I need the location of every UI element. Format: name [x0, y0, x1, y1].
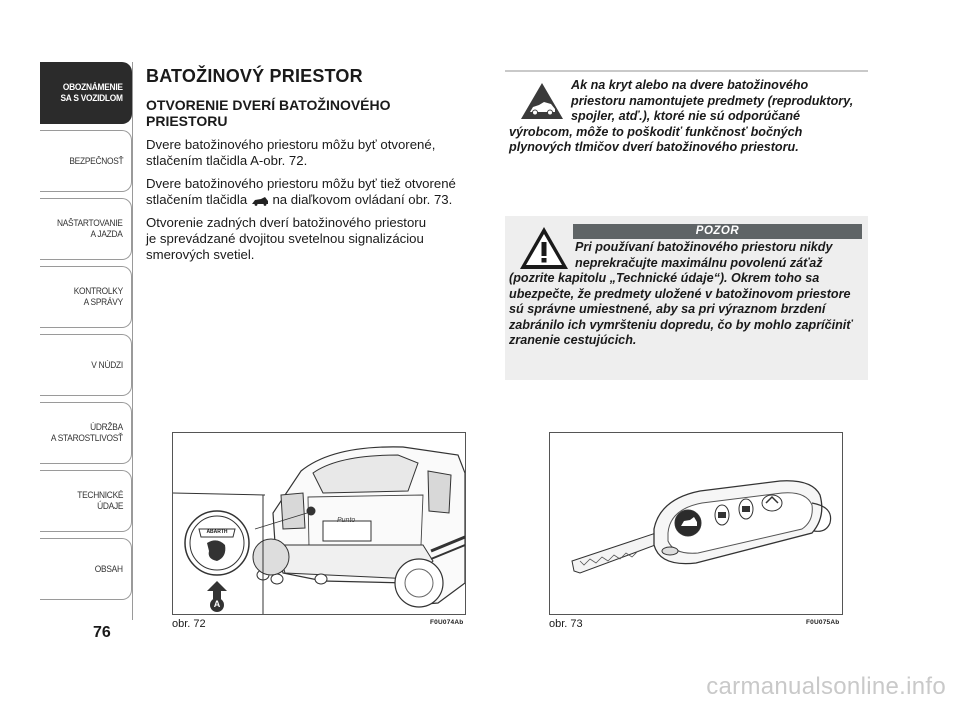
figure-73-code: F0U075Ab	[806, 619, 840, 626]
note-text: Ak na kryt alebo na dvere batožinového priestoru namontujete predmety (reproduktory, spojler, atď.), ktoré nie sú odporúčané výrobcom, môže to poškodiť funkčnosť bočných plynových tlmičov dverí batožinového priestoru.	[509, 78, 854, 154]
tab-bezpecnost[interactable]	[40, 130, 132, 192]
remote-key-illustration	[550, 433, 842, 614]
warning-heading: POZOR	[573, 224, 862, 239]
tab-obsah[interactable]	[40, 538, 132, 600]
car-warning-icon	[520, 82, 564, 120]
note-box	[505, 70, 868, 180]
figure-72-label: obr. 72	[172, 618, 206, 630]
figure-72	[172, 432, 466, 615]
tab-oboznamenie[interactable]	[40, 62, 132, 124]
page-title: BATOŽINOVÝ PRIESTOR	[146, 66, 363, 86]
warning-text: Pri používaní batožinového priestoru nikdy neprekračujte maximálnu povolenú záťaž (pozrite kapitolu „Technické údaje“). Okrem toho sa ubezpečte, že predmety uložené v batožinovom priestore sú správne umiestnené, aby sa pri výraznom brzdení zabránilo ich vymršteniu dopredu, čo by mohlo zapríčiniť zranenie cestujúcich.	[509, 240, 853, 347]
tab-label: KONTROLKY A SPRÁVY	[73, 286, 123, 308]
figure-72-code: F0U074Ab	[430, 619, 464, 626]
tab-label: OBOZNÁMENIE SA S VOZIDLOM	[60, 82, 123, 104]
figure-73	[549, 432, 843, 615]
car-script: Punto	[337, 517, 356, 524]
tab-udrzba[interactable]	[40, 402, 132, 464]
paragraph-2	[146, 176, 491, 208]
tab-label: NAŠTARTOVANIE A JAZDA	[57, 218, 123, 240]
note-rule	[505, 70, 868, 72]
warning-box	[505, 216, 868, 380]
paragraph-2-start: Dvere batožinového priestoru môžu byť tiež otvorené stlačením tlačidla	[146, 176, 456, 207]
tab-label: BEZPEČNOSŤ	[68, 155, 123, 167]
tab-label: OBSAH	[95, 563, 123, 575]
car-rear-illustration	[173, 433, 465, 614]
paragraph-1: Dvere batožinového priestoru môžu byť otvorené, stlačením tlačidla A-obr. 72.	[146, 137, 436, 168]
figure-73-label: obr. 73	[549, 618, 583, 630]
chapter-tabs	[40, 62, 132, 606]
paragraph-2-end: na diaľkovom ovládaní obr. 73.	[268, 192, 453, 207]
tab-v-nudzi[interactable]	[40, 334, 132, 396]
badge-text: ABARTH	[206, 529, 228, 535]
tab-label: ÚDRŽBA A STAROSTLIVOSŤ	[50, 422, 124, 444]
warning-triangle-icon	[519, 226, 569, 270]
tab-technicke[interactable]	[40, 470, 132, 532]
tab-kontrolky[interactable]	[40, 266, 132, 328]
tab-label: V NÚDZI	[91, 359, 123, 371]
marker-a: A	[213, 599, 221, 609]
page-number: 76	[93, 624, 111, 641]
tabs-divider	[132, 62, 133, 620]
section-heading: OTVORENIE DVERÍ BATOŽINOVÉHO PRIESTORU	[146, 97, 391, 129]
tab-nastartovanie[interactable]	[40, 198, 132, 260]
paragraph-3: Otvorenie zadných dverí batožinového priestoru je sprevádzané dvojitou svetelnou signalizáciou smerových svetiel.	[146, 215, 427, 262]
trunk-open-icon	[251, 196, 269, 206]
tab-label: TECHNICKÉ ÚDAJE	[77, 490, 123, 512]
watermark: carmanualsonline.info	[706, 673, 946, 700]
main-text	[146, 66, 491, 270]
